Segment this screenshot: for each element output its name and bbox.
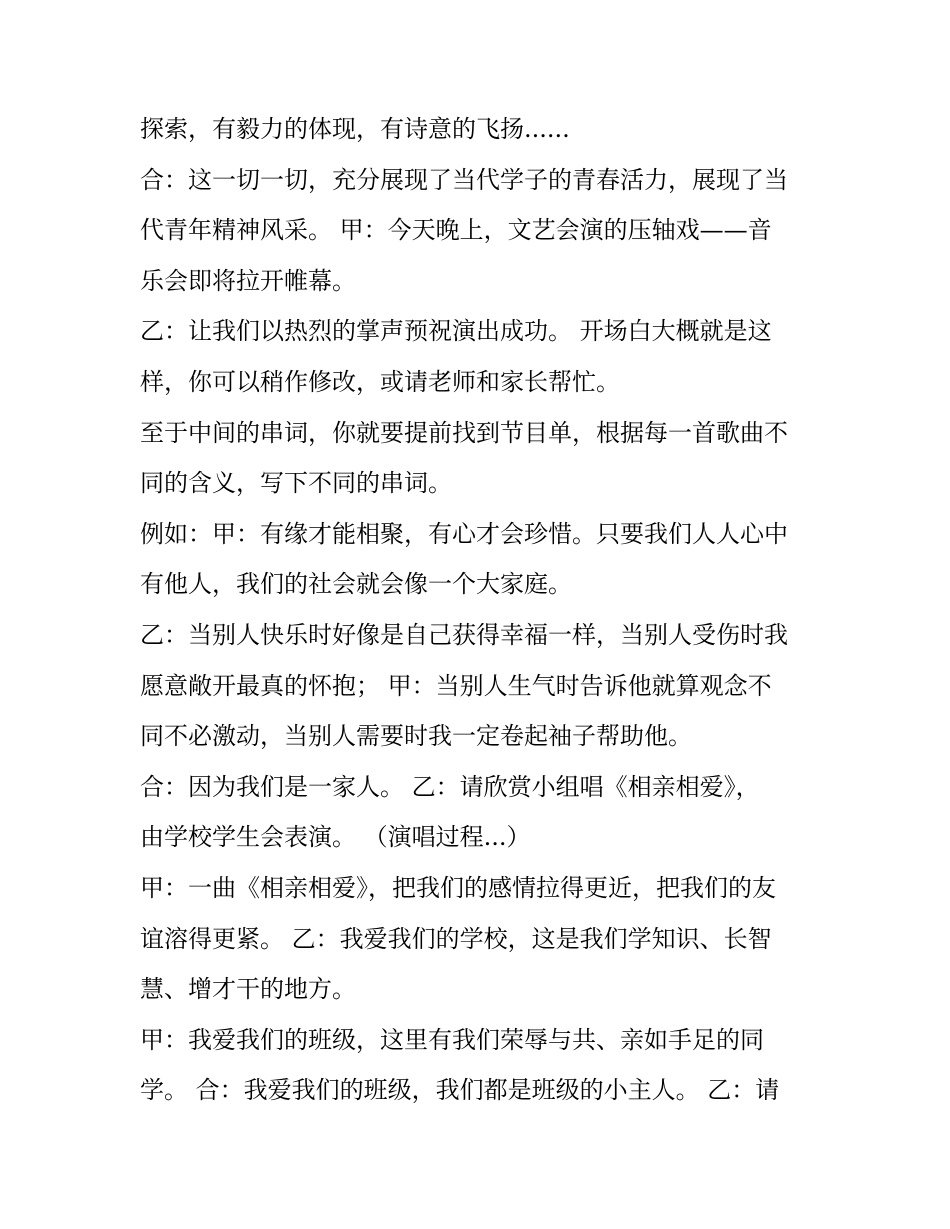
text-line: 有他人，我们的社会就会像一个大家庭。 [140,570,572,599]
text-line: 至于中间的串词，你就要提前找到节目单，根据每一首歌曲不 [140,418,788,447]
text-line: 同不必激动，当别人需要时我一定卷起袖子帮助他。 [140,722,692,751]
text-line: 谊溶得更紧。 乙：我爱我们的学校，这是我们学知识、长智 [140,924,772,953]
text-line: 甲：一曲《相亲相爱》，把我们的感情拉得更近，把我们的友 [140,873,776,902]
text-line: 例如：甲：有缘才能相聚，有心才会珍惜。只要我们人人心中 [140,519,788,548]
text-line: 合：这一切一切，充分展现了当代学子的青春活力，展现了当 [140,165,788,194]
text-line: 样，你可以稍作修改，或请老师和家长帮忙。 [140,367,620,396]
document-body [140,104,820,1116]
text-line: 由学校学生会表演。 （演唱过程...） [140,823,531,852]
text-line: 乙：当别人快乐时好像是自己获得幸福一样，当别人受伤时我 [140,620,788,649]
text-line: 愿意敞开最真的怀抱； 甲：当别人生气时告诉他就算观念不 [140,671,772,700]
text-line: 同的含义，写下不同的串词。 [140,469,452,498]
text-line: 合：因为我们是一家人。 乙：请欣赏小组唱《相亲相爱》， [140,772,760,801]
text-line: 代青年精神风采。 甲：今天晚上，文艺会演的压轴戏——音 [140,216,772,245]
text-line: 探索，有毅力的体现，有诗意的飞扬...... [140,115,570,143]
text-line: 乙：让我们以热烈的掌声预祝演出成功。 开场白大概就是这 [140,317,772,346]
text-line: 乐会即将拉开帷幕。 [140,266,356,295]
text-line: 慧、增才干的地方。 [140,975,356,1004]
text-line: 甲：我爱我们的班级，这里有我们荣辱与共、亲如手足的同 [140,1025,764,1054]
text-line: 学。 合：我爱我们的班级，我们都是班级的小主人。 乙：请 [140,1076,780,1105]
